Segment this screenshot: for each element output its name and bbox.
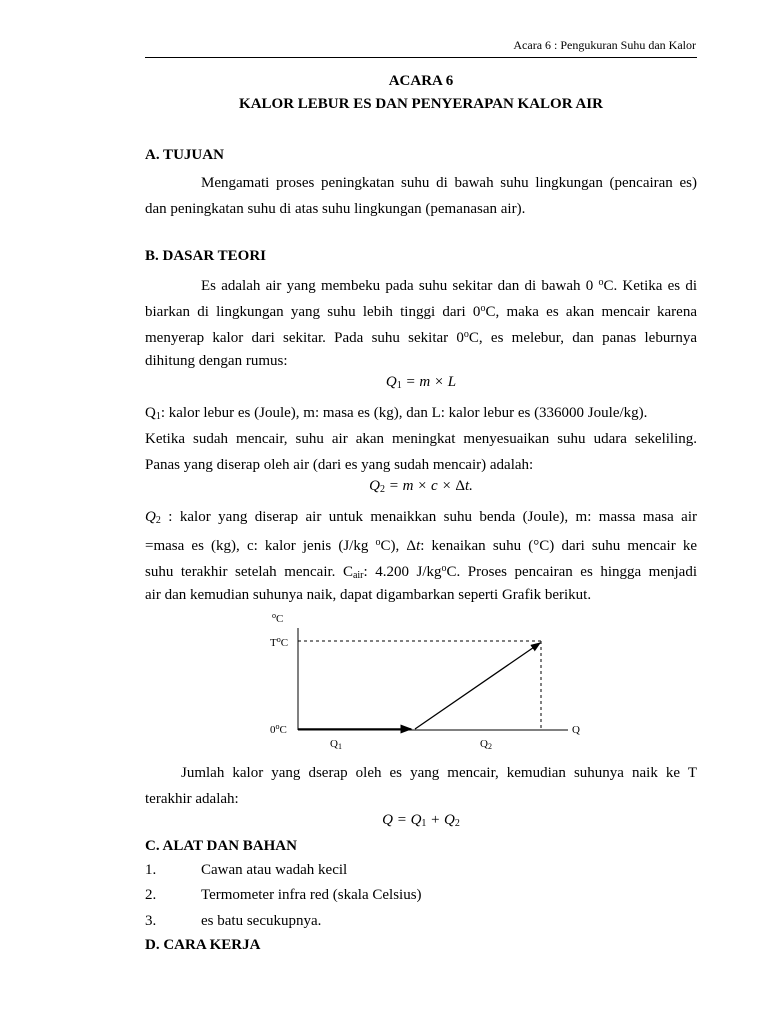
formula-latent-heat: $Q_1 = m \times L$: [385, 374, 457, 391]
section-c-heading: C. ALAT DAN BAHAN: [145, 838, 297, 854]
theory-p2-line-2: Panas yang diserap oleh air (dari es yang sudah mencair) adalah:: [145, 457, 534, 473]
heat-temperature-graph: [268, 610, 598, 755]
q2-definition-line-1: $Q_2$ : kalor yang diserap air untuk menaikkan suhu benda (Joule), m: massa masa air: [145, 509, 697, 526]
list-item-number: 2.: [145, 887, 157, 903]
theory-p1-line-1: Es adalah air yang membeku pada suhu sekitar dan di bawah 0 $^o$C. Ketika es di: [201, 277, 697, 294]
section-a-line-2: dan peningkatan suhu di atas suhu lingkungan (pemanasan air).: [145, 201, 526, 217]
section-b-heading: B. DASAR TEORI: [145, 248, 267, 264]
section-a-line-1: Mengamati proses peningkatan suhu di bawah suhu lingkungan (pencairan es): [201, 175, 697, 191]
list-item-number: 3.: [145, 913, 157, 929]
theory-p1-line-3: menyerap kalor dari sekitar. Pada suhu sekitar 0$^o$C, es melebur, dan panas leburnya: [145, 329, 697, 346]
ytick-zero-label: 0$^o$C: [270, 722, 287, 736]
theory-p4-line-2: terakhir adalah:: [145, 791, 239, 807]
ytick-t-label: $T^oC$: [270, 635, 289, 649]
q1-definition: $Q_1$: kalor lebur es (Joule), m: masa es (kg), dan L: kalor lebur es (336000 Joule/kg).: [145, 405, 648, 422]
list-item: Termometer infra red (skala Celsius): [201, 887, 422, 903]
list-item: es batu secukupnya.: [201, 913, 322, 929]
list-item-number: 1.: [145, 862, 157, 878]
heating-slope-line: [415, 643, 540, 729]
q2-segment-label: Q2: [480, 738, 492, 750]
q2-definition-line-4: air dan kemudian suhunya naik, dapat digambarkan seperti Grafik berikut.: [145, 587, 592, 603]
section-d-heading: D. CARA KERJA: [145, 937, 261, 953]
q2-definition-line-2: =masa es (kg), c: kalor jenis (J/kg $^o$C), Δt: kenaikan suhu (°C) dari suhu mencair ke: [145, 537, 697, 554]
theory-p1-line-4: dihitung dengan rumus:: [145, 353, 288, 369]
formula-heat-absorbed: $Q_2 = m \times c \times \Delta t$.: [369, 478, 473, 495]
theory-p2-line-1: Ketika sudah mencair, suhu air akan meningkat menyesuaikan suhu udara sekeliling.: [145, 431, 697, 447]
list-item: Cawan atau wadah kecil: [201, 862, 348, 878]
x-axis-label: Q: [572, 724, 580, 736]
formula-total-heat: $Q = Q_1 + Q_2$: [382, 812, 460, 829]
chapter-title: KALOR LEBUR ES DAN PENYERAPAN KALOR AIR: [239, 96, 603, 112]
y-axis-label: $^o$C: [272, 611, 284, 625]
q2-definition-line-3: suhu terakhir setelah mencair. $C_{air}$: 4.200 $J/kg^oC$. Proses pencairan es hingga menjadi: [145, 563, 697, 581]
section-a-heading: A. TUJUAN: [145, 147, 224, 163]
chapter-number: ACARA 6: [388, 73, 454, 89]
theory-p4-line-1: Jumlah kalor yang dserap oleh es yang mencair, kemudian suhunya naik ke T: [181, 765, 697, 781]
running-header: Acara 6 : Pengukuran Suhu dan Kalor: [513, 38, 696, 52]
q1-segment-label: Q1: [330, 738, 342, 750]
header-rule: [145, 57, 697, 58]
theory-p1-line-2: biarkan di lingkungan yang suhu lebih tinggi dari 0$^o$C, maka es akan mencair karena: [145, 303, 697, 320]
